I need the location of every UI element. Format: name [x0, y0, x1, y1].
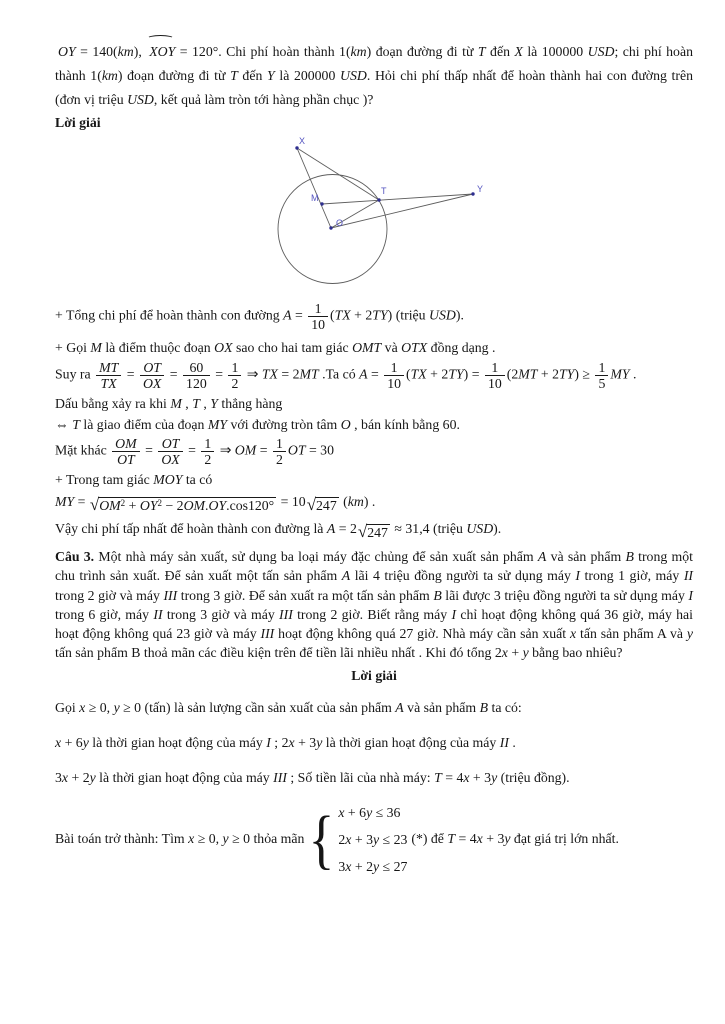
label-t: T [381, 186, 387, 196]
inequality-system [308, 799, 407, 880]
problem3-solution-heading: Lời giải [351, 667, 397, 683]
document-page [55, 38, 693, 880]
segment-x-t [297, 148, 379, 200]
p3-line-system [55, 799, 693, 880]
solution-line-my-formula: MY = √ $OM^2 + OY^2 - 2OM.OY.\cos 120^\circ$ = 10 √ 247 (km) . [55, 494, 376, 514]
solution-line-total-cost: + Tổng chi phí để hoàn thành con đường A = $\frac{1}{10}$ (TX + 2TY) (triệu USD). [55, 301, 464, 332]
problem3-statement: Câu 3. Một nhà máy sản xuất, sử dụng ba loại máy đặc chủng để sản xuất sản phẩm A và sản phẩm B trong một chu trình sản xuất. Để sản xuất một tấn sản phẩm A lãi 4 triệu đồng người ta sử dụng máy I trong 1 giờ, máy II trong 2 giờ và máy III trong 3 giờ. Để sản xuất ra một tấn sản phẩm B lãi được 3 triệu đồng người ta sử dụng máy I trong 6 giờ, máy II trong 3 giờ và máy III trong 2 giờ. Biết rằng máy I chỉ hoạt động không quá 36 giờ, máy hai hoạt động không quá 23 giờ và máy III hoạt động không quá 27 giờ. Nhà máy cần sản xuất x tấn sản phẩm A và y tấn sản phẩm B thoả mãn các điều kiện trên để tiền lãi nhiều nhất . Khi đó tổng 2x + y bằng bao nhiêu? [55, 549, 694, 661]
solution-line-goi-m: + Gọi M là điểm thuộc đoạn OX sao cho hai tam giác OMT và OTX đồng dạng . [55, 340, 496, 355]
point-t [377, 198, 380, 201]
solution-line-giao-diem: ⇔ T là giao điểm của đoạn MY với đường tròn tâm O , bán kính bằng 60. [55, 417, 460, 432]
problem2-solution-heading: Lời giải [55, 115, 101, 130]
point-x [295, 146, 298, 149]
p3-line-may12: x + 6y là thời gian hoạt động của máy I ; 2x + 3y là thời gian hoạt động của máy II . [55, 734, 516, 750]
solution-line-suy-ra: Suy ra $\frac{MT}{TX}$ = $\frac{OT}{OX}$ = $\frac{60}{120}$ = $\frac{1}{2}$ ⇒ TX = 2MT .Ta có A = $\frac{1}{10}$ (TX + 2TY) = $\frac{1}{10}$ (2MT + 2TY) ≥ $\frac{1}{5}$ MY . [55, 360, 637, 391]
geometry-figure [252, 133, 492, 299]
point-m [320, 202, 323, 205]
solution-line-dau-bang: Dấu bằng xảy ra khi M , T , Y thẳng hàng [55, 396, 283, 411]
label-x: X [299, 136, 306, 146]
circle-center-o [278, 175, 387, 284]
system-brace: { [308, 802, 335, 876]
label-o: O [336, 218, 344, 228]
point-o [329, 226, 332, 229]
label-y: Y [477, 184, 484, 194]
system-row-2: 2x + 3y ≤ 23 [338, 831, 408, 847]
segment-x-o [297, 148, 331, 228]
p3-line-goi: Gọi x ≥ 0, y ≥ 0 (tấn) là sản lượng cần sản xuất của sản phẩm A và sản phẩm B ta có: [55, 699, 522, 715]
solution-line-mat-khac: Mặt khác $\frac{OM}{OT}$ = $\frac{OT}{OX}$ = $\frac{1}{2}$ ⇒ OM = $\frac{1}{2}$ OT = 30 [55, 436, 334, 467]
system-row-3: 3x + 2y ≤ 27 [338, 858, 408, 874]
label-m: M [311, 193, 319, 203]
system-pre-text: Bài toán trở thành: Tìm x ≥ 0, y ≥ 0 thỏa mãn [55, 831, 305, 847]
solution-line-trong-tam-giac: + Trong tam giác MOY ta có [55, 472, 213, 487]
system-row-1: x + 6y ≤ 36 [338, 804, 401, 820]
p3-line-may3: 3x + 2y là thời gian hoạt động của máy III ; Số tiền lãi của nhà máy: T = 4x + 3y (triệu đồng). [55, 769, 570, 785]
problem2-statement: OY = 140(km), XOY = 120°. Chi phí hoàn thành 1(km) đoạn đường đi từ T đến X là 100000 USD; chi phí hoàn thành 1(km) đoạn đường đi từ T đến Y là 200000 USD. Hỏi chi phí thấp nhất để hoàn thành hai con đường trên (đơn vị triệu USD, kết quả làm tròn tới hàng phần chục )? [55, 38, 693, 112]
point-y [471, 192, 474, 195]
system-rows [338, 799, 407, 880]
solution-line-ket-luan: Vậy chi phí tấp nhất để hoàn thành con đường là A = 2 √ 247 ≈ 31,4 (triệu USD). [55, 521, 502, 541]
system-post-text: (*) để T = 4x + 3y đạt giá trị lớn nhất. [411, 831, 619, 847]
